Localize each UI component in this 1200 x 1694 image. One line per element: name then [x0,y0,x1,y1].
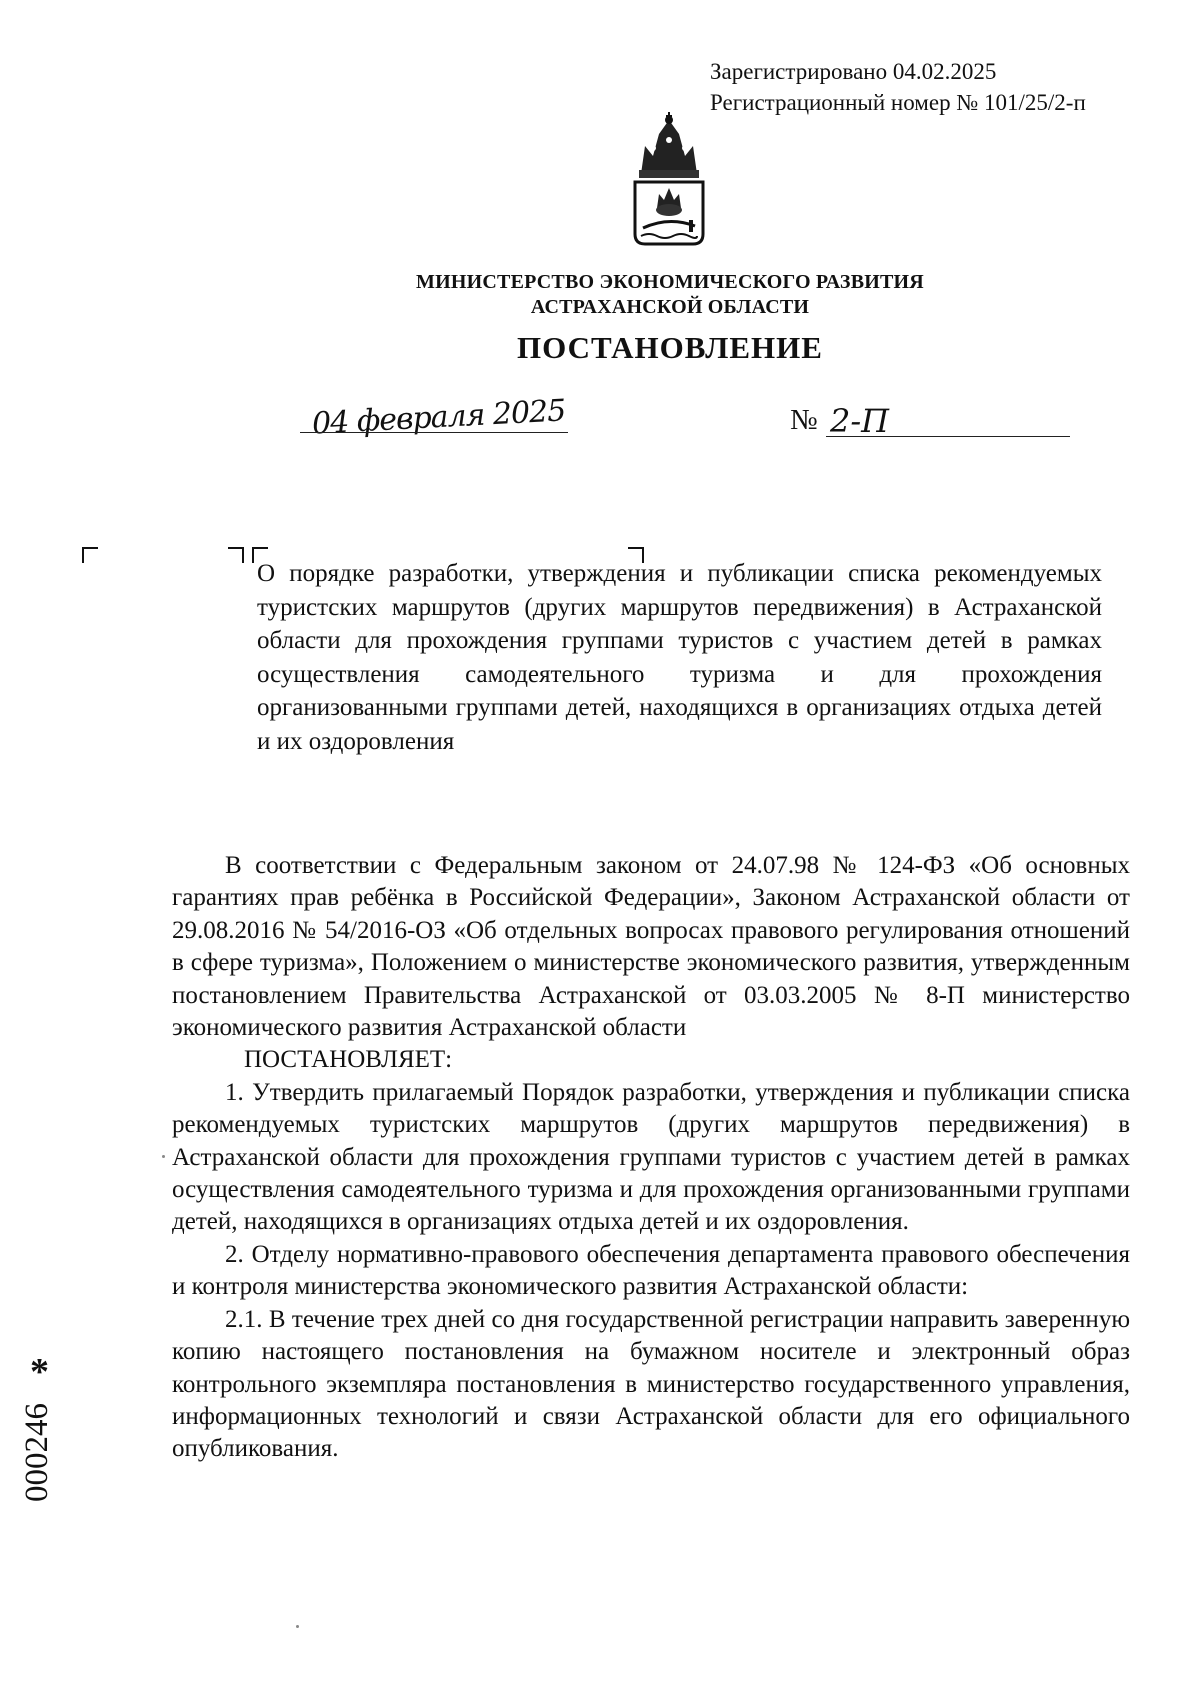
document-body [172,850,1130,1466]
corner-mark-title-left-end [228,547,244,563]
ministry-name [300,270,1040,320]
scan-speck [296,1625,299,1628]
coat-of-arms-icon [631,112,707,250]
date-underline [300,432,568,433]
ministry-name-line1: МИНИСТЕРСТВО ЭКОНОМИЧЕСКОГО РАЗВИТИЯ [416,271,924,293]
item-2-1-paragraph: 2.1. В течение трех дней со дня государственной регистрации направить заверенную копию настоящего постановления на бумажном носителе и электронный образ контрольного экземпляра постановления в министерство государственного управления, информационных технологий и связи Астраханской области для его официального опубликования. [172,1305,1130,1463]
resolve-heading: ПОСТАНОВЛЯЕТ: [244,1046,453,1074]
handwritten-number: 2-П [830,402,890,440]
number-label: № [790,404,818,436]
ministry-name-line2: АСТРАХАНСКОЙ ОБЛАСТИ [530,296,810,318]
document-type: ПОСТАНОВЛЕНИЕ [517,330,823,365]
item-1-paragraph: 1. Утвердить прилагаемый Порядок разработки, утверждения и публикации списка рекомендуемых туристских маршрутов (других маршрутов передвижения) в Астраханской области для прохождения группами туристов с участием детей в рамках осуществления самодеятельного туризма и для прохождения организованными группами детей, находящихся в организациях отдыха детей и их оздоровления. [172,1078,1130,1236]
number-underline [826,436,1070,437]
document-title: О порядке разработки, утверждения и публикации списка рекомендуемых туристских маршрутов (других маршрутов передвижения) в Астраханской области для прохождения группами туристов с участием детей в рамках осуществления самодеятельного туризма и для прохождения организованными группами детей, находящихся в организациях отдыха детей и их оздоровления [257,560,1102,755]
registration-date: Зарегистрировано 04.02.2025 [710,59,997,84]
registration-number: Регистрационный номер № 101/25/2-п [710,90,1086,115]
margin-stamp-number: 000246 [19,1403,55,1502]
handwritten-date: 04 февраля 2025 [311,393,567,442]
scan-speck [162,1155,165,1158]
corner-mark-left [82,547,98,563]
preamble-paragraph: В соответствии с Федеральным законом от 24.07.98 № 124-ФЗ «Об основных гарантиях прав ребёнка в Российской Федерации», Законом Астраханской области от 29.08.2016 № 54/2016-ОЗ «Об отдельных вопросах правового регулирования отношений в сфере туризма», Положением о министерстве экономического развития, утвержденным постановлением Правительства Астраханской от 03.03.2005 № 8-П министерство экономического развития Астраханской области [172,852,1130,1042]
item-2-paragraph: 2. Отделу нормативно-правового обеспечения департамента правового обеспечения и контроля министерства экономического развития Астраханской области: [172,1240,1130,1301]
registration-block [710,56,1086,118]
margin-asterisk: * [30,1351,49,1393]
